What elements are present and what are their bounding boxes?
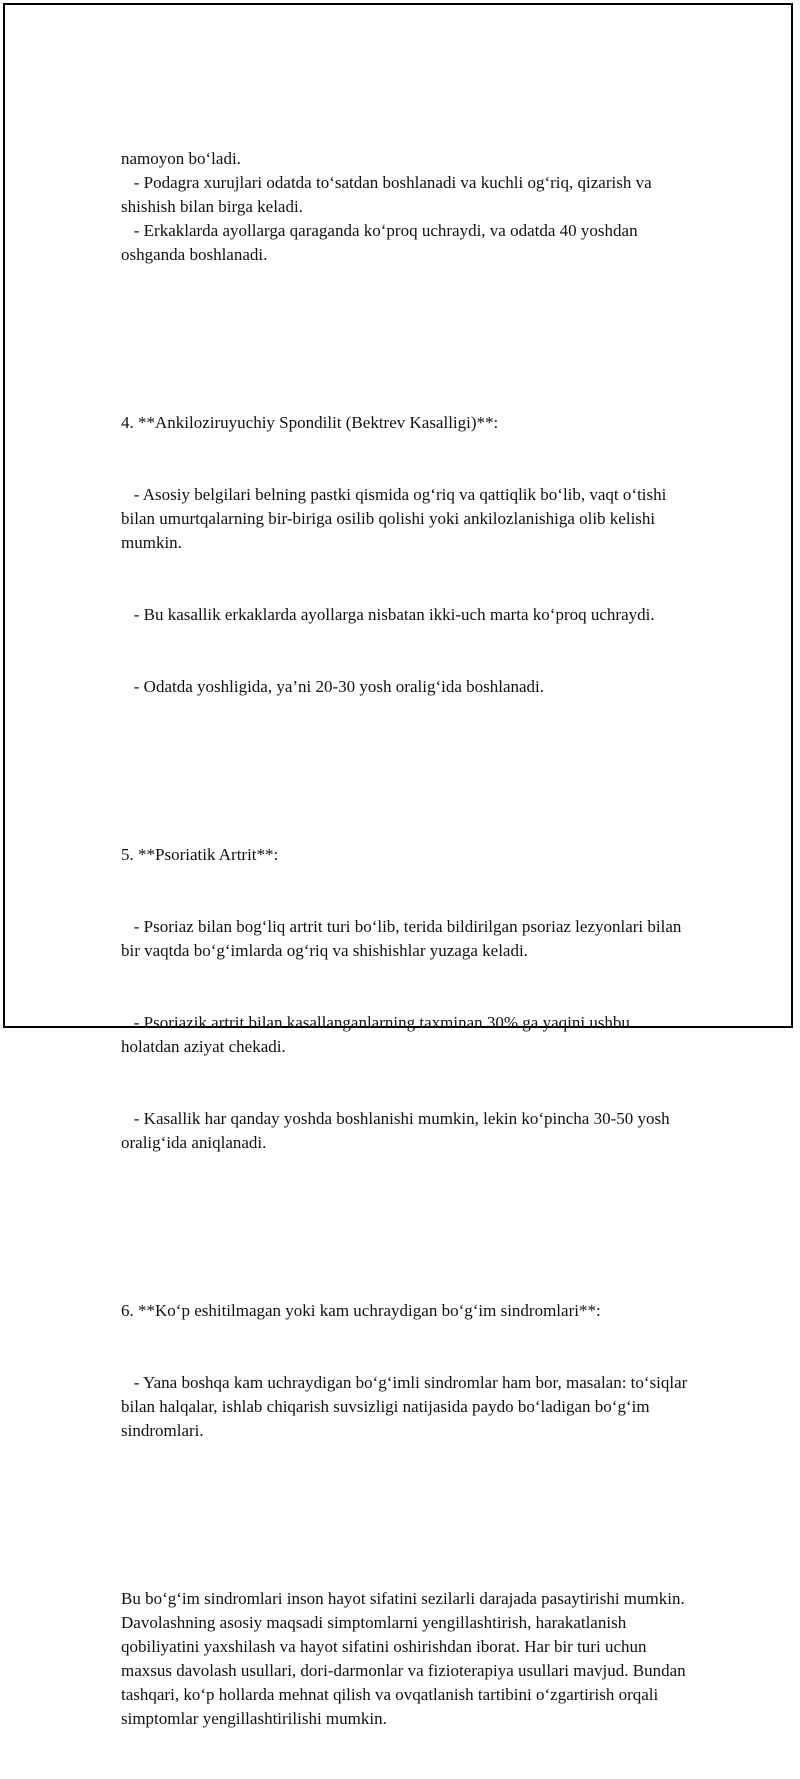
continued-paragraph: namoyon boʻladi. - Podagra xurujlari odatda toʻsatdan boshlanadi va kuchli ogʻriq, qizarish va shishish bilan birga keladi. - Erkaklarda ayollarga qaraganda koʻproq uchraydi, va odatda 40 yoshdan oshganda boshlanadi.	[121, 149, 652, 264]
section-5-heading: 5. **Psoriatik Artrit**:	[121, 845, 279, 864]
paragraph-gap	[121, 1491, 691, 1515]
section-6-item: - Yana boshqa kam uchraydigan boʻgʻimli sindromlar ham bor, masalan: toʻsiqlar bilan halqalar, ishlab chiqarish suvsizligi natijasida paydo boʻladigan boʻgʻim sindromlari.	[121, 1373, 692, 1440]
section-5-item: - Psoriazik artrit bilan kasallanganlarning taxminan 30% ga yaqini ushbu holatdan aziyat chekadi.	[121, 1013, 635, 1056]
section-4-item: - Odatda yoshligida, ya’ni 20-30 yosh oraligʻida boshlanadi.	[121, 677, 545, 696]
section-5-item: - Kasallik har qanday yoshda boshlanishi mumkin, lekin koʻpincha 30-50 yosh oraligʻida aniqlanadi.	[121, 1109, 674, 1152]
paragraph-gap	[121, 747, 691, 771]
section-6-heading: 6. **Koʻp eshitilmagan yoki kam uchraydigan boʻgʻim sindromlari**:	[121, 1301, 601, 1320]
section-4-item: - Bu kasallik erkaklarda ayollarga nisbatan ikki-uch marta koʻproq uchraydi.	[121, 605, 655, 624]
paragraph-gap	[121, 1203, 691, 1227]
paragraph-gap	[121, 315, 691, 339]
section-4-heading: 4. **Ankiloziruyuchiy Spondilit (Bektrev Kasalligi)**:	[121, 413, 499, 432]
document-page	[3, 3, 793, 1728]
conclusion-paragraph: Bu boʻgʻim sindromlari inson hayot sifatini sezilarli darajada pasaytirishi mumkin. Davolashning asosiy maqsadi simptomlarni yengillashtirish, harakatlanish qobiliyatini yaxshilash va hayot sifatini oshirishdan iborat. Har bir turi uchun maxsus davolash usullari, dori-darmonlar va fizioterapiya usullari mavjud. Bundan tashqari, koʻp hollarda mehnat qilish va ovqatlanish tartibini oʻzgartirish orqali simptomlar yengillashtirilishi mumkin.	[121, 1589, 690, 1728]
section-5-item: - Psoriaz bilan bogʻliq artrit turi boʻlib, terida bildirilgan psoriaz lezyonlari bilan bir vaqtda boʻgʻimlarda ogʻriq va shishishlar yuzaga keladi.	[121, 917, 686, 960]
section-4-item: - Asosiy belgilari belning pastki qismida ogʻriq va qattiqlik boʻlib, vaqt oʻtishi bilan umurtqalarning bir-biriga osilib qolishi yoki ankilozlanishiga olib kelishi mumkin.	[121, 485, 671, 552]
document-body	[121, 99, 691, 1779]
